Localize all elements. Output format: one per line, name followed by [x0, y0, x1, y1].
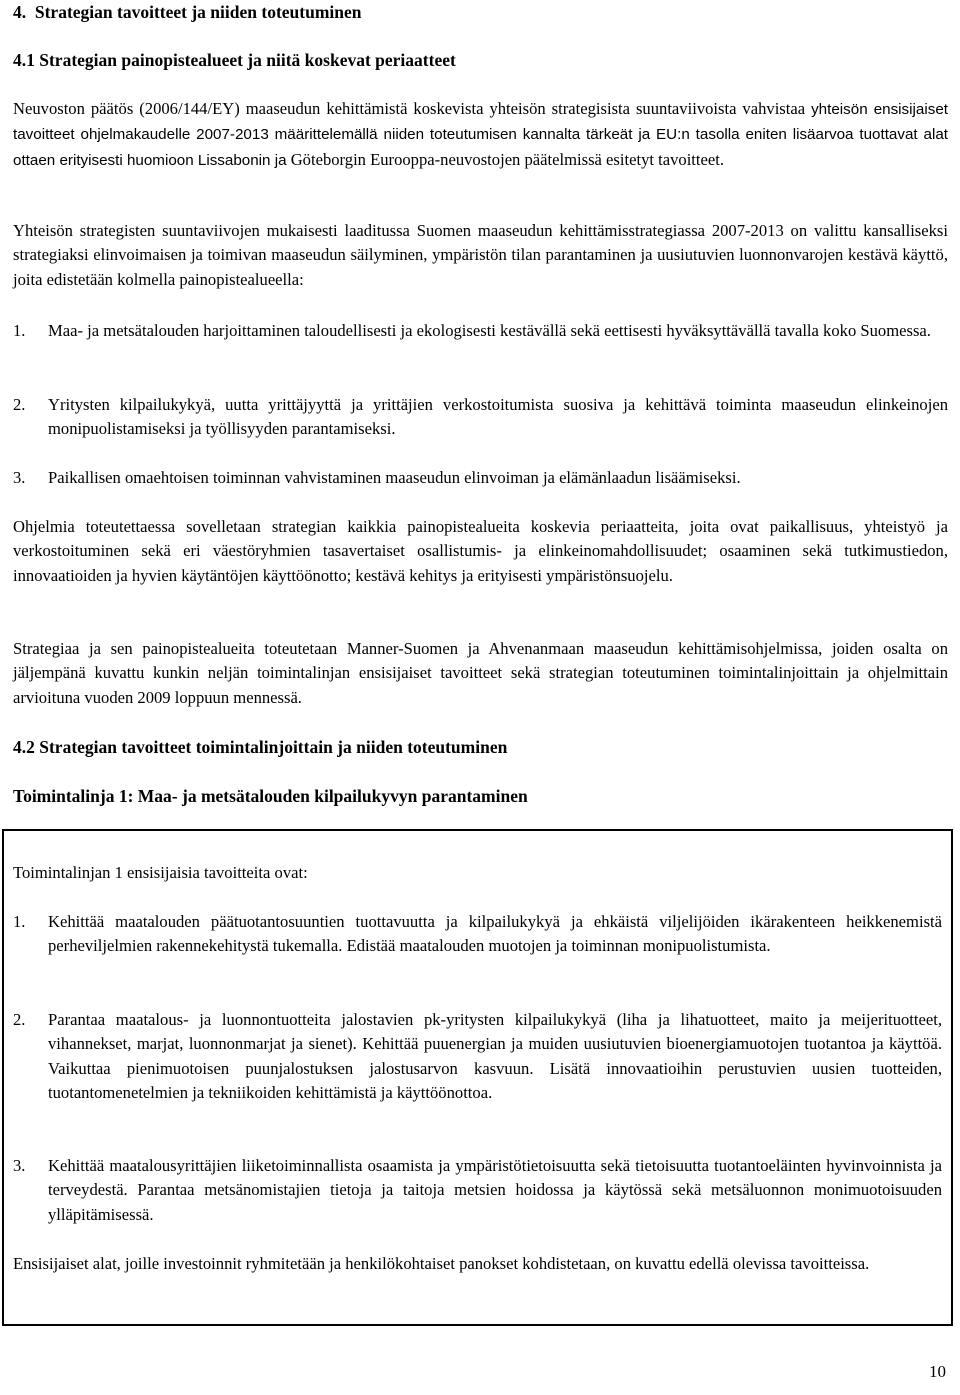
objective-item-3 [13, 1154, 942, 1227]
paragraph-council-decision-part-c: Göteborgin Eurooppa-neuvostojen päätelmissä esitetyt tavoitteet. [286, 149, 725, 169]
paragraph-council-decision-part-a: Neuvoston päätös (2006/144/EY) maaseudun kehittämistä koskevista yhteisön strategisista suuntaviivoista vahvistaa [13, 99, 812, 118]
axis-1-objectives-box [2, 829, 953, 1326]
section-heading-4-1: 4.1 Strategian painopistealueet ja niitä koskevat periaatteet [13, 50, 456, 70]
priority-text: Paikallisen omaehtoisen toiminnan vahvistaminen maaseudun elinvoiman ja elämänlaadun lisäämiseksi. [48, 468, 741, 487]
objective-item-1 [13, 910, 942, 959]
priority-number: 2. [13, 395, 26, 414]
objective-text: Parantaa maatalous- ja luonnontuotteita jalostavien pk-yritysten kilpailukykyä (liha ja lihatuotteet, maito ja meijerituotteet, vihannekset, marjat, luonnonmarjat ja sienet). Kehittää puuenergian ja muiden uusiutuvien bioenergiamuotojen tuotantoa ja käyttöä. Vaikuttaa pienimuotoisen puunjalostuksen jalostusarvon kasvuun. Lisätä innovaatioihin perustuvien uusien tuotteiden, tuotantomenetelmien ja tekniikoiden kehittämistä ja käyttöönottoa. [48, 1010, 942, 1103]
paragraph-council-decision-part-b: yhteisön ensisijaiset tavoitteet ohjelmakaudelle 2007-2013 määrittelemällä niiden toteutumisen kannalta tärkeät ja EU:n tasolla eniten lisäarvoa tuottavat alat ottaen erityisesti huomioon Lissabonin ja [13, 101, 948, 169]
objective-text: Kehittää maatalousyrittäjien liiketoiminnallista osaamista ja ympäristötietoisuutta sekä tietoisuutta tuotantoeläinten hyvinvoinnista ja terveydestä. Parantaa metsänomistajien tietoja ja taitoja metsien hoidossa ja käytössä sekä metsäluonnon monimuotoisuuden ylläpitämisessä. [48, 1156, 942, 1224]
priority-item-1 [13, 319, 948, 343]
priority-number: 3. [13, 468, 26, 487]
priority-item-2 [13, 393, 948, 442]
section-heading-4: 4. Strategian tavoitteet ja niiden toteutuminen [13, 2, 362, 22]
objectives-closing: Ensisijaiset alat, joille investoinnit ryhmitetään ja henkilökohtaiset panokset kohdistetaan, on kuvattu edellä olevissa tavoitteissa. [13, 1254, 870, 1273]
priority-text: Yritysten kilpailukykyä, uutta yrittäjyyttä ja yrittäjien verkostoitumista suosiva ja kehittävä toiminta maaseudun elinkeinojen monipuolistamiseksi ja työllisyyden parantamiseksi. [48, 395, 948, 439]
paragraph-implementation: Strategiaa ja sen painopistealueita toteutetaan Manner-Suomen ja Ahvenanmaan maaseudun kehittämisohjelmissa, joiden osalta on jäljempänä kuvattu kunkin neljän toimintalinjan ensisijaiset tavoitteet sekä strategian toteutuminen toimintalinjoittain ja ohjelmittain arvioituna vuoden 2009 loppuun mennessä. [13, 639, 948, 707]
paragraph-national-strategy: Yhteisön strategisten suuntaviivojen mukaisesti laaditussa Suomen maaseudun kehittämisstrategiassa 2007-2013 on valittu kansalliseksi strategiaksi elinvoimaisen ja toimivan maaseudun säilyminen, ympäristön tilan parantaminen ja uusiutuvien luonnonvarojen kestävä käyttö, joita edistetään kolmella painopistealueella: [13, 221, 948, 289]
objectives-intro: Toimintalinjan 1 ensisijaisia tavoitteita ovat: [13, 863, 308, 882]
paragraph-principles: Ohjelmia toteutettaessa sovelletaan strategian kaikkia painopistealueita koskevia periaatteita, joita ovat paikallisuus, yhteistyö ja verkostoituminen sekä eri väestöryhmien tasavertaiset osallistumis- ja elinkeinomahdollisuudet; osaaminen sekä tutkimustiedon, innovaatioiden ja hyvien käytäntöjen käyttöönotto; kestävä kehitys ja erityisesti ympäristönsuojelu. [13, 517, 948, 585]
page-number: 10 [929, 1362, 946, 1381]
objective-number: 1. [13, 912, 26, 931]
section-heading-4-2: 4.2 Strategian tavoitteet toimintalinjoittain ja niiden toteutuminen [13, 737, 508, 757]
priority-number: 1. [13, 321, 26, 340]
paragraph-council-decision [13, 97, 948, 173]
objective-number: 2. [13, 1010, 26, 1029]
priority-item-3 [13, 466, 948, 490]
objective-text: Kehittää maatalouden päätuotantosuuntien tuottavuutta ja kilpailukykyä ja ehkäistä viljelijöiden ikärakenteen heikkenemistä perheviljelmien rakennekehitystä tukemalla. Edistää maatalouden muotojen ja toiminnan monipuolistumista. [48, 912, 942, 956]
objective-item-2 [13, 1008, 942, 1106]
priority-text: Maa- ja metsätalouden harjoittaminen taloudellisesti ja ekologisesti kestävällä sekä eettisesti hyväksyttävällä tavalla koko Suomessa. [48, 321, 931, 340]
axis-1-heading: Toimintalinja 1: Maa- ja metsätalouden kilpailukyvyn parantaminen [13, 786, 528, 806]
objective-number: 3. [13, 1156, 26, 1175]
